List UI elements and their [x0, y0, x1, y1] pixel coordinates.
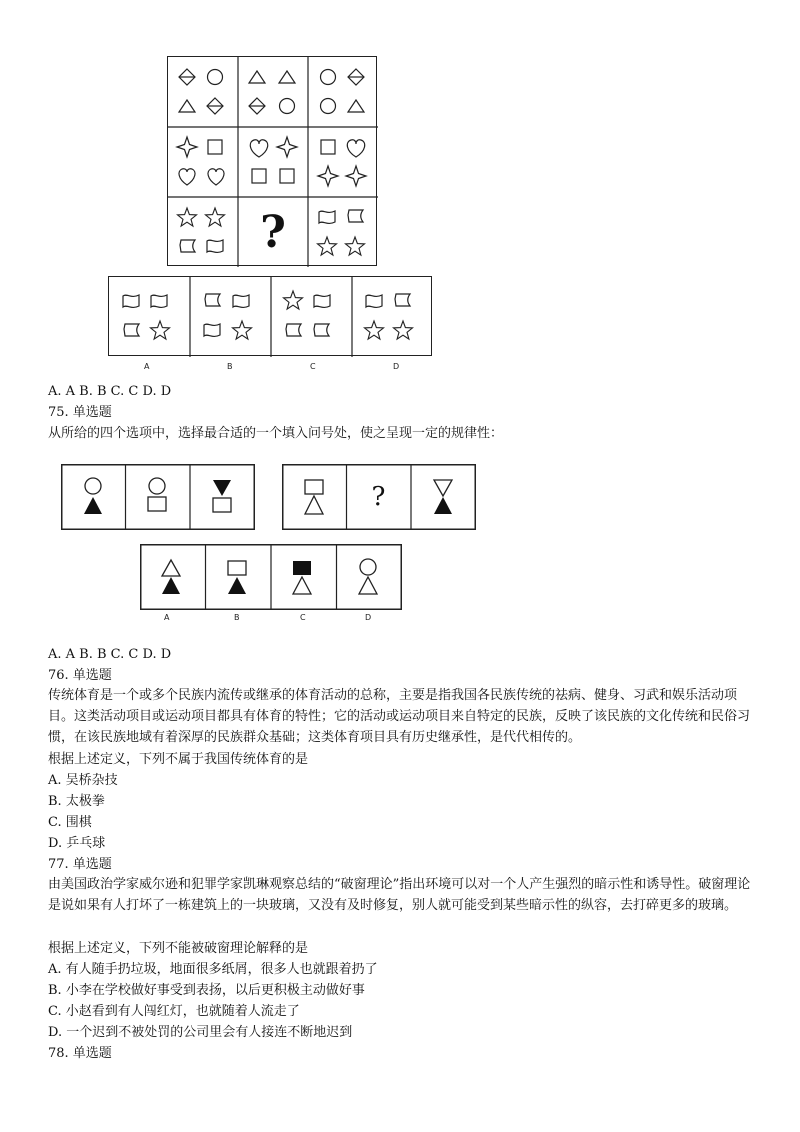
square-icon — [208, 140, 222, 154]
q74-option-label-d: D — [393, 362, 400, 371]
triangle-icon — [293, 577, 311, 594]
q77-option-a[interactable]: A. 有人随手扔垃圾，地面很多纸屑，很多人也就跟着扔了 — [48, 962, 378, 977]
q74-cell-r2c3 — [308, 127, 378, 197]
triangle-icon — [279, 71, 295, 83]
q74-option-c[interactable] — [271, 277, 352, 357]
q76-option-b[interactable]: B. 太极拳 — [48, 794, 105, 809]
q76-header: 76. 单选题 — [48, 668, 112, 683]
flag-icon — [180, 240, 195, 252]
star-icon — [346, 237, 365, 255]
black-triangle-icon — [434, 497, 452, 514]
q74-cell-r1c1 — [168, 57, 238, 127]
q75-option-label-c: C — [300, 613, 306, 622]
four-point-star-icon — [346, 166, 366, 186]
black-triangle-icon — [84, 497, 102, 514]
q75-question-mark: ? — [371, 482, 386, 512]
star-icon — [318, 237, 337, 255]
q74-option-label-b: B — [227, 362, 233, 371]
q75-option-label-b: B — [234, 613, 240, 622]
circle-icon — [321, 99, 336, 114]
wave-flag-icon — [314, 295, 330, 307]
wave-flag-icon — [207, 240, 223, 252]
q75-prompt: 从所给的四个选项中，选择最合适的一个填入问号处，使之呈现一定的规律性： — [48, 426, 504, 441]
diamond-line-icon — [249, 98, 265, 114]
wave-flag-icon — [366, 295, 382, 307]
triangle-icon — [305, 496, 323, 514]
black-triangle-icon — [228, 577, 246, 594]
wave-flag-icon — [151, 295, 167, 307]
square-icon — [148, 497, 166, 511]
heart-icon — [208, 169, 224, 185]
flag-icon — [205, 294, 220, 306]
square-icon — [228, 561, 246, 575]
q75-option-b[interactable] — [228, 561, 246, 594]
q75-header: 75. 单选题 — [48, 405, 112, 420]
triangle-icon — [162, 560, 180, 576]
q74-puzzle-grid — [167, 56, 377, 266]
q75-option-label-d: D — [365, 613, 372, 622]
four-point-star-icon — [318, 166, 338, 186]
square-icon — [305, 480, 323, 494]
circle-icon — [280, 99, 295, 114]
inverted-triangle-icon — [434, 480, 452, 496]
star-icon — [233, 321, 252, 339]
q75-option-a[interactable] — [162, 560, 180, 594]
q74-option-a[interactable] — [109, 277, 190, 357]
q77-option-b[interactable]: B. 小李在学校做好事受到表扬，以后更积极主动做好事 — [48, 983, 365, 998]
star-icon — [151, 321, 170, 339]
square-icon — [252, 169, 266, 183]
q75-sequence-1 — [61, 464, 255, 530]
wave-flag-icon — [319, 211, 335, 223]
black-triangle-icon — [162, 577, 180, 594]
q74-option-label-a: A — [144, 362, 150, 371]
heart-icon — [179, 169, 195, 185]
square-icon — [213, 498, 231, 512]
q74-cell-r3c1 — [168, 197, 238, 267]
square-icon — [321, 140, 335, 154]
triangle-icon — [179, 100, 195, 112]
wave-flag-icon — [204, 324, 220, 336]
q74-question-mark: ? — [260, 206, 286, 258]
heart-icon — [250, 140, 267, 157]
q74-option-d[interactable] — [352, 277, 433, 357]
circle-icon — [149, 478, 165, 494]
heart-icon — [347, 140, 364, 157]
triangle-icon — [348, 100, 364, 112]
q76-option-a[interactable]: A. 吴桥杂技 — [48, 773, 118, 788]
q78-header: 78. 单选题 — [48, 1046, 112, 1061]
circle-icon — [85, 478, 101, 494]
q74-cell-r3c3 — [308, 197, 378, 267]
q74-options — [108, 276, 432, 356]
q75-option-c[interactable] — [293, 561, 311, 594]
circle-icon — [360, 559, 376, 575]
q76-option-c[interactable]: C. 围棋 — [48, 815, 92, 830]
q74-answer-choices: A. A B. B C. C D. D — [48, 384, 172, 399]
q77-header: 77. 单选题 — [48, 857, 112, 872]
diamond-line-icon — [348, 69, 364, 85]
circle-icon — [208, 70, 223, 85]
q74-cell-r2c1 — [168, 127, 238, 197]
flag-icon — [348, 210, 363, 222]
circle-icon — [321, 70, 336, 85]
q77-option-c[interactable]: C. 小赵看到有人闯红灯，也就随着人流走了 — [48, 1004, 300, 1019]
star-icon — [365, 321, 384, 339]
flag-icon — [314, 324, 329, 336]
q74-cell-r2c2 — [238, 127, 308, 197]
flag-icon — [395, 294, 410, 306]
four-point-star-icon — [277, 137, 297, 157]
q74-option-label-c: C — [310, 362, 316, 371]
q74-cell-r1c2 — [238, 57, 308, 127]
q75-option-label-a: A — [164, 613, 170, 622]
star-icon — [394, 321, 413, 339]
black-inverted-triangle-icon — [213, 480, 231, 496]
q75-options — [140, 544, 402, 610]
q77-question: 根据上述定义，下列不能被破窗理论解释的是 — [48, 941, 309, 956]
flag-icon — [124, 324, 139, 336]
black-square-icon — [293, 561, 311, 575]
star-icon — [284, 291, 303, 309]
q77-definition: 由美国政治学家威尔逊和犯罪学家凯琳观察总结的“破窗理论”指出环境可以对一个人产生强烈的暗示性和诱导性。破窗理论是说如果有人打坏了一栋建筑上的一块玻璃，又没有及时修复，别人就可能受到某些暗示性的纵容，去打碎更多的玻璃。 — [48, 877, 751, 913]
q74-figure — [0, 0, 800, 380]
diamond-line-icon — [207, 98, 223, 114]
triangle-icon — [359, 577, 377, 594]
four-point-star-icon — [177, 137, 197, 157]
q76-question: 根据上述定义，下列不属于我国传统体育的是 — [48, 752, 309, 767]
wave-flag-icon — [233, 295, 249, 307]
q75-option-d[interactable] — [359, 559, 377, 594]
q76-definition: 传统体育是一个或多个民族内流传或继承的体育活动的总称，主要是指我国各民族传统的祛病、健身、习武和娱乐活动项目。这类活动项目或运动项目都具有体育的特性；它的活动或运动项目来自特定的民族，反映了该民族的文化传统和民俗习惯，在该民族地域有着深厚的民族群众基础；这类体育项目具有历史继承性，是代代相传的。 — [48, 688, 751, 745]
wave-flag-icon — [123, 295, 139, 307]
q74-option-b[interactable] — [190, 277, 271, 357]
q76-option-d[interactable]: D. 乒乓球 — [48, 836, 106, 851]
q74-cell-r1c3 — [308, 57, 378, 127]
diamond-line-icon — [179, 69, 195, 85]
q75-answer-choices: A. A B. B C. C D. D — [48, 647, 172, 662]
star-icon — [206, 208, 225, 226]
flag-icon — [286, 324, 301, 336]
q77-option-d[interactable]: D. 一个迟到不被处罚的公司里会有人接连不断地迟到 — [48, 1025, 353, 1040]
triangle-icon — [249, 71, 265, 83]
star-icon — [178, 208, 197, 226]
square-icon — [280, 169, 294, 183]
